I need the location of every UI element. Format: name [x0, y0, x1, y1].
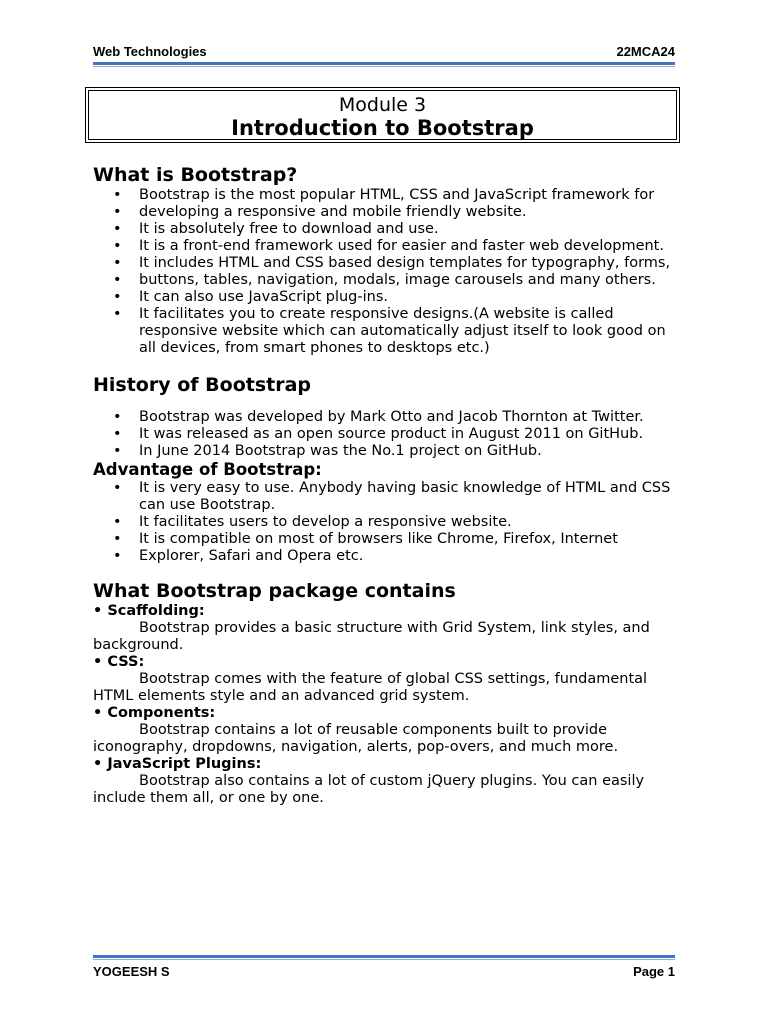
package-entry	[93, 756, 683, 807]
history-heading: History of Bootstrap	[93, 374, 312, 396]
package-entry-text: Bootstrap provides a basic structure with Grid System, link styles, and background.	[93, 620, 650, 653]
package-entry-title: • JavaScript Plugins:	[93, 756, 262, 772]
title-box	[85, 87, 680, 143]
package-entry-text: Bootstrap comes with the feature of global CSS settings, fundamental HTML elements style and an advanced grid system.	[93, 671, 648, 704]
package-entry-title: • CSS:	[93, 654, 145, 670]
list-item: • Explorer, Safari and Opera etc.	[113, 548, 364, 564]
list-item: • It is compatible on most of browsers like Chrome, Firefox, Internet	[113, 531, 618, 547]
page-header	[93, 44, 675, 60]
list-item: • Bootstrap was developed by Mark Otto and Jacob Thornton at Twitter.	[113, 409, 644, 425]
list-item: • developing a responsive and mobile friendly website.	[113, 204, 527, 220]
list-item: • It facilitates users to develop a responsive website.	[113, 514, 512, 530]
list-item: • It is very easy to use. Anybody having basic knowledge of HTML and CSS can use Bootstrap.	[113, 480, 671, 513]
advantage-list	[93, 480, 683, 565]
list-item: • It was released as an open source product in August 2011 on GitHub.	[113, 426, 644, 442]
page-footer	[93, 964, 675, 980]
advantage-heading: Advantage of Bootstrap:	[93, 460, 322, 479]
what-is-bootstrap-list	[93, 187, 683, 357]
header-course-code: 22MCA24	[616, 44, 675, 59]
module-title: Module 3	[338, 94, 427, 116]
page-title: Introduction to Bootstrap	[231, 116, 534, 140]
package-entry-title: • Scaffolding:	[93, 603, 205, 619]
list-item: • In June 2014 Bootstrap was the No.1 project on GitHub.	[113, 443, 542, 459]
history-list	[93, 409, 683, 460]
package-entry	[93, 705, 683, 756]
list-item: • It can also use JavaScript plug-ins.	[113, 289, 388, 305]
package-heading: What Bootstrap package contains	[93, 580, 456, 602]
package-entry-text: Bootstrap also contains a lot of custom jQuery plugins. You can easily include them all, or one by one.	[93, 773, 645, 806]
list-item: • It is a front-end framework used for easier and faster web development.	[113, 238, 664, 254]
list-item: • buttons, tables, navigation, modals, image carousels and many others.	[113, 272, 656, 288]
footer-author: YOGEESH S	[93, 964, 170, 979]
footer-rule	[93, 955, 675, 960]
package-entry-text: Bootstrap contains a lot of reusable components built to provide iconography, dropdowns, navigation, alerts, pop-overs, and much more.	[93, 722, 619, 755]
list-item: • It includes HTML and CSS based design templates for typography, forms,	[113, 255, 671, 271]
package-entry	[93, 654, 683, 705]
what-is-bootstrap-heading: What is Bootstrap?	[93, 164, 298, 186]
list-item: • It facilitates you to create responsive designs.(A website is called responsive website which can automatically adjust itself to look good on all devices, from smart phones to desktops etc.)	[113, 306, 666, 356]
header-course-title: Web Technologies	[93, 44, 207, 59]
list-item: • It is absolutely free to download and use.	[113, 221, 439, 237]
header-rule	[93, 62, 675, 67]
package-entry-title: • Components:	[93, 705, 216, 721]
document-body	[93, 163, 683, 807]
list-item: • Bootstrap is the most popular HTML, CSS and JavaScript framework for	[113, 187, 655, 203]
footer-page-number: Page 1	[633, 964, 675, 979]
package-entry	[93, 603, 683, 654]
